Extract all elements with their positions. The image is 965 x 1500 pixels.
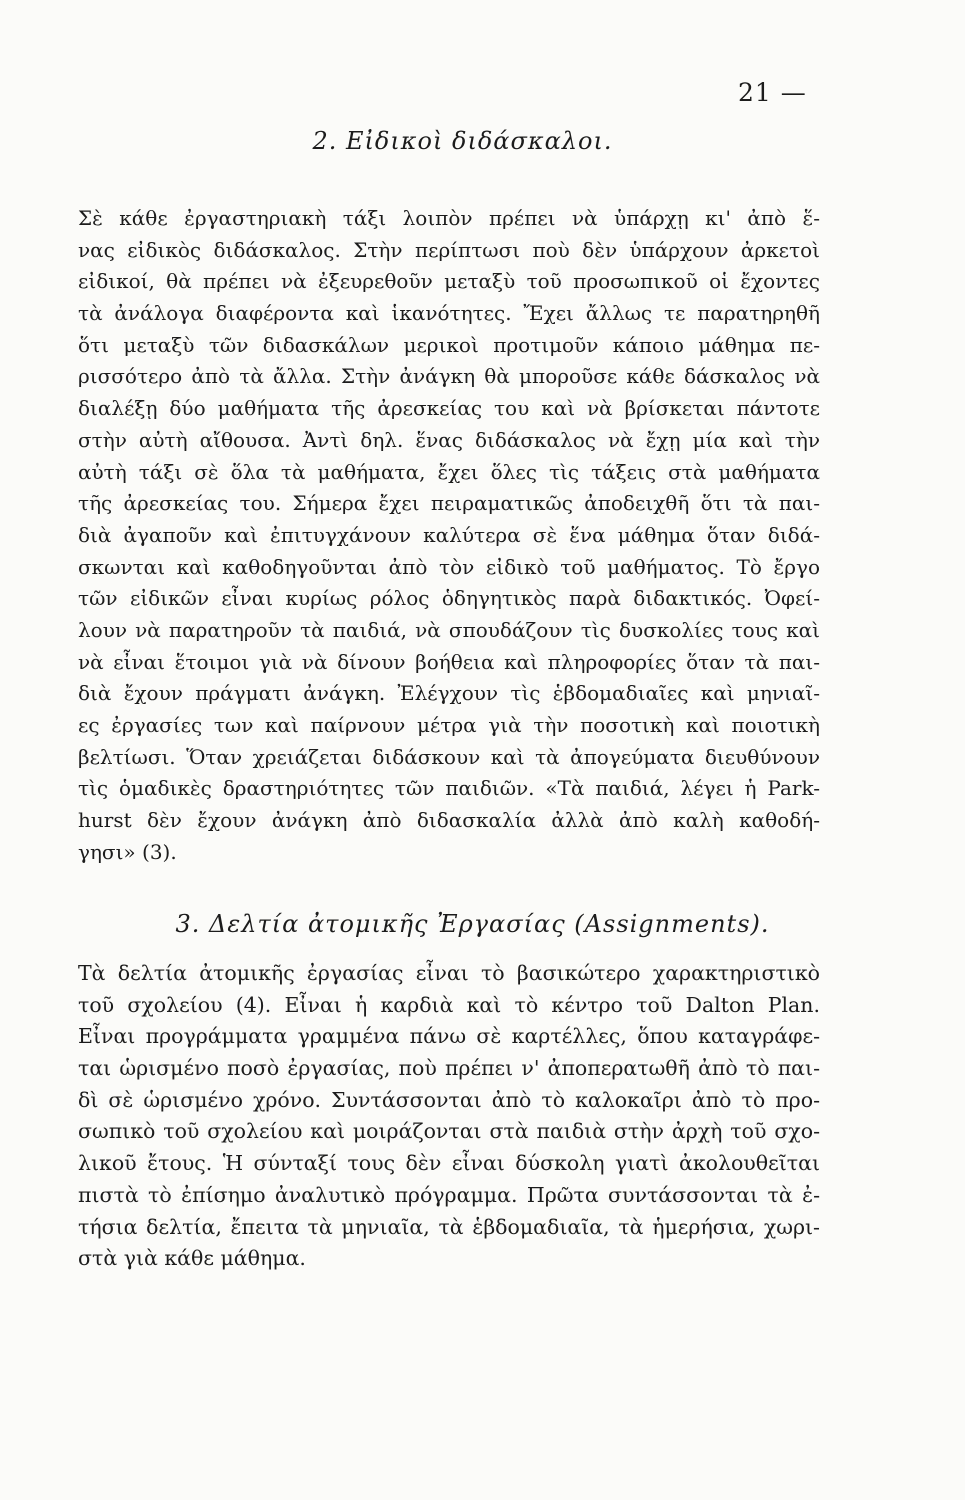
- section-heading-specialist-teachers: 2. Εἰδικοὶ διδάσκαλοι.: [312, 127, 613, 155]
- text-line: στὰ γιὰ κάθε μάθημα.: [78, 1246, 306, 1271]
- text-line: διὰ ἔχουν πράγματι ἀνάγκη. Ἐλέγχουν τὶς ἑβδομαδιαῖες καὶ μηνιαῖ-: [78, 681, 820, 706]
- text-line: ρισσότερο ἀπὸ τὰ ἄλλα. Στὴν ἀνάγκη θὰ μποροῦσε κάθε δάσκαλος νὰ: [78, 364, 820, 389]
- text-line: διὰ ἀγαποῦν καὶ ἐπιτυγχάνουν καλύτερα σὲ ἕνα μάθημα ὅταν διδά-: [78, 522, 820, 547]
- text-line: λικοῦ ἔτους. Ἡ σύνταξί τους δὲν εἶναι δύσκολη γιατὶ ἀκολουθεῖται: [78, 1151, 820, 1176]
- page-number: 21 —: [738, 78, 807, 107]
- text-line: ες ἐργασίες των καὶ παίρνουν μέτρα γιὰ τὴν ποσοτικὴ καὶ ποιοτικὴ: [78, 713, 820, 737]
- text-line: τοῦ σχολείου (4). Εἶναι ἡ καρδιὰ καὶ τὸ κέντρο τοῦ Dalton Plan.: [78, 992, 820, 1017]
- text-line: Εἶναι προγράμματα γραμμένα πάνω σὲ καρτέλλες, ὅπου καταγράφε-: [78, 1024, 820, 1049]
- text-line: hurst δὲν ἔχουν ἀνάγκη ἀπὸ διδασκαλία ἀλλὰ ἀπὸ καλὴ καθοδή-: [78, 808, 820, 833]
- text-line: γησι» (3).: [78, 839, 177, 864]
- text-line: ται ὡρισμένο ποσὸ ἐργασίας, ποὺ πρέπει ν' ἀποπερατωθῆ ἀπὸ τὸ παι-: [78, 1056, 820, 1081]
- text-line: δὶ σὲ ὡρισμένο χρόνο. Συντάσσονται ἀπὸ τὸ καλοκαῖρι ἀπὸ τὸ προ-: [78, 1087, 820, 1112]
- text-line: ὅτι μεταξὺ τῶν διδασκάλων μερικοὶ προτιμοῦν κάποιο μάθημα πε-: [78, 332, 820, 357]
- text-line: πιστὰ τὸ ἐπίσημο ἀναλυτικὸ πρόγραμμα. Πρῶτα συντάσσονται τὰ ἐ-: [78, 1182, 820, 1207]
- text-line: σωπικὸ τοῦ σχολείου καὶ μοιράζονται στὰ παιδιὰ στὴν ἀρχὴ τοῦ σχο-: [78, 1119, 820, 1144]
- section-heading-assignments: 3. Δελτία ἀτομικῆς Ἐργασίας (Assignments).: [175, 910, 770, 938]
- text-line: αὐτὴ τάξι σὲ ὅλα τὰ μαθήματα, ἔχει ὅλες τὶς τάξεις στὰ μαθήματα: [78, 459, 820, 484]
- text-line: Σὲ κάθε ἐργαστηριακὴ τάξι λοιπὸν πρέπει νὰ ὑπάρχῃ κι' ἀπὸ ἕ-: [78, 206, 820, 230]
- text-line: λουν νὰ παρατηροῦν τὰ παιδιά, νὰ σπουδάζουν τὶς δυσκολίες τους καὶ: [78, 617, 820, 642]
- paragraph-assignments: [78, 958, 820, 1275]
- text-line: στὴν αὐτὴ αἴθουσα. Ἀντὶ δηλ. ἕνας διδάσκαλος νὰ ἔχῃ μία καὶ τὴν: [78, 427, 820, 452]
- text-line: Τὰ δελτία ἀτομικῆς ἐργασίας εἶναι τὸ βασικώτερο χαρακτηριστικὸ: [78, 961, 820, 985]
- text-line: τήσια δελτία, ἔπειτα τὰ μηνιαῖα, τὰ ἑβδομαδιαῖα, τὰ ἡμερήσια, χωρι-: [78, 1214, 820, 1239]
- text-line: τῶν εἰδικῶν εἶναι κυρίως ρόλος ὁδηγητικὸς παρὰ διδακτικός. Ὀφεί-: [78, 586, 820, 611]
- text-line: τὶς ὁμαδικὲς δραστηριότητες τῶν παιδιῶν. «Τὰ παιδιά, λέγει ἡ Park-: [78, 776, 820, 801]
- text-line: τῆς ἀρεσκείας του. Σήμερα ἔχει πειραματικῶς ἀποδειχθῆ ὅτι τὰ παι-: [78, 491, 820, 516]
- text-line: σκωνται καὶ καθοδηγοῦνται ἀπὸ τὸν εἰδικὸ τοῦ μαθήματος. Τὸ ἔργο: [78, 554, 820, 579]
- text-line: βελτίωσι. Ὅταν χρειάζεται διδάσκουν καὶ τὰ ἀπογεύματα διευθύνουν: [78, 744, 820, 769]
- text-line: νας εἰδικὸς διδάσκαλος. Στὴν περίπτωσι ποὺ δὲν ὑπάρχουν ἀρκετοὶ: [78, 237, 820, 262]
- text-line: διαλέξῃ δύο μαθήματα τῆς ἀρεσκείας του καὶ νὰ βρίσκεται πάντοτε: [78, 396, 820, 421]
- text-line: νὰ εἶναι ἕτοιμοι γιὰ νὰ δίνουν βοήθεια καὶ πληροφορίες ὅταν τὰ παι-: [78, 649, 820, 674]
- paragraph-specialist-teachers: [78, 203, 820, 868]
- text-line: τὰ ἀνάλογα διαφέροντα καὶ ἱκανότητες. Ἔχει ἄλλως τε παρατηρηθῆ: [78, 301, 820, 326]
- text-line: εἰδικοί, θὰ πρέπει νὰ ἐξευρεθοῦν μεταξὺ τοῦ προσωπικοῦ οἱ ἔχοντες: [78, 269, 820, 294]
